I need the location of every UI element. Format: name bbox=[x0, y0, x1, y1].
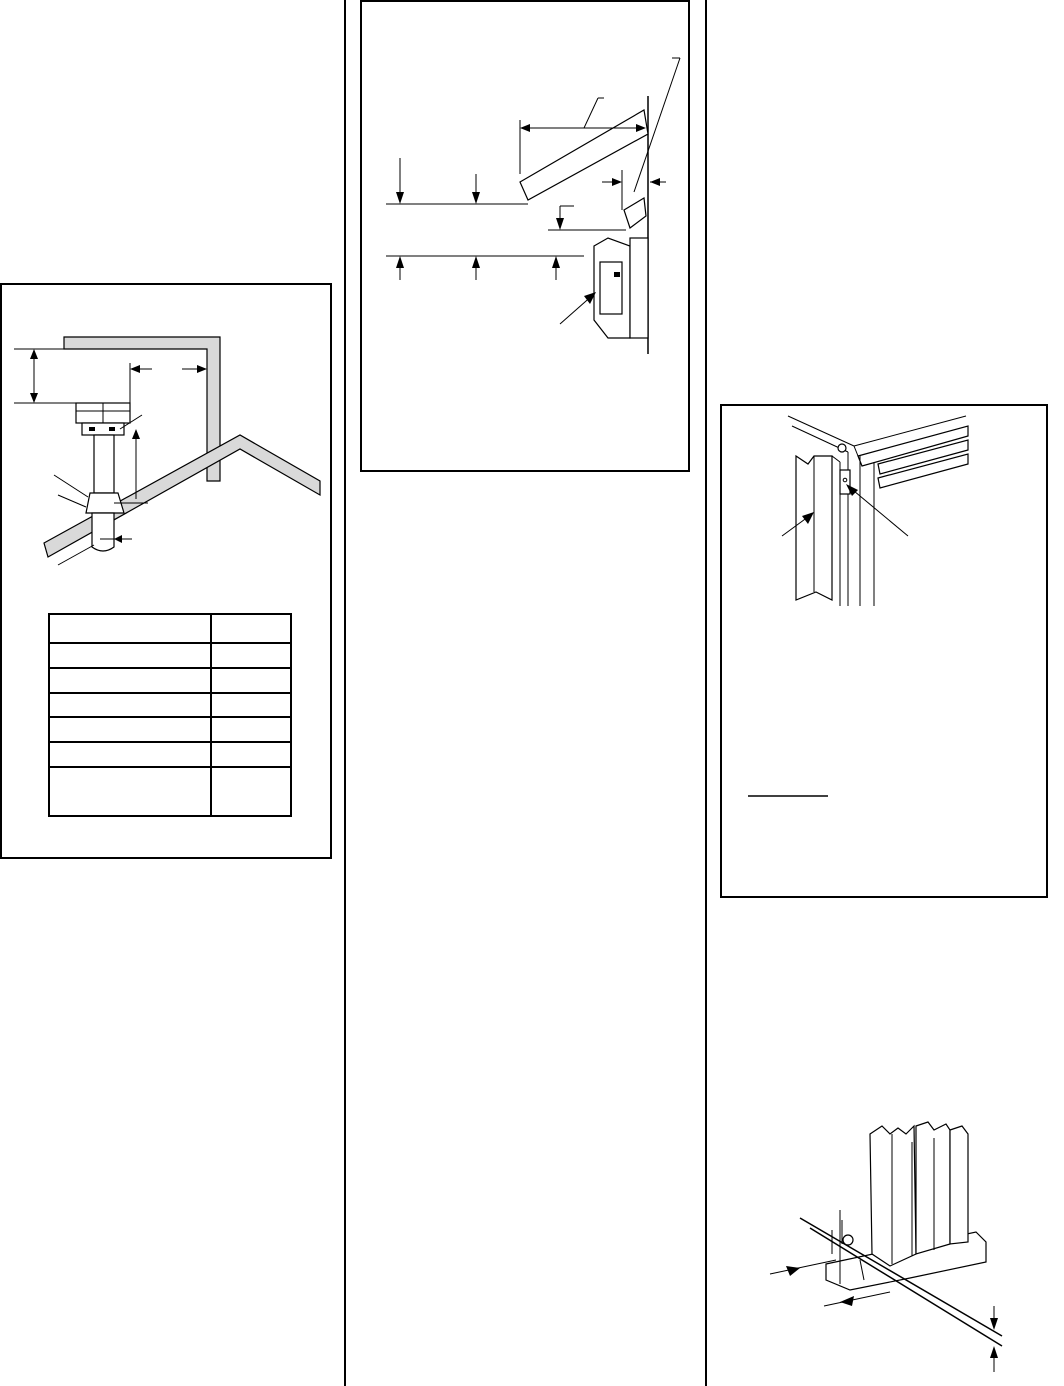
overhang-clearance-figure bbox=[360, 0, 690, 472]
clearance-table bbox=[48, 613, 292, 817]
table-row bbox=[49, 614, 291, 643]
table-cell bbox=[49, 614, 211, 643]
column-divider-left bbox=[344, 0, 346, 1386]
table-cell bbox=[211, 767, 291, 816]
table-cell bbox=[49, 668, 211, 693]
table-cell bbox=[49, 693, 211, 718]
firebox-corner-figure bbox=[720, 404, 1048, 898]
table-cell bbox=[211, 742, 291, 767]
log-set-burner-diagram bbox=[740, 1114, 1040, 1384]
table-row bbox=[49, 643, 291, 668]
table-cell bbox=[49, 742, 211, 767]
column-divider-right bbox=[705, 0, 707, 1386]
table-cell bbox=[49, 643, 211, 668]
table-cell bbox=[211, 668, 291, 693]
table-cell bbox=[49, 717, 211, 742]
table-row bbox=[49, 693, 291, 718]
table-cell bbox=[211, 693, 291, 718]
table-cell bbox=[211, 643, 291, 668]
table-row bbox=[49, 742, 291, 767]
table-cell bbox=[49, 767, 211, 816]
table-row bbox=[49, 767, 291, 816]
vent-termination-roof-diagram bbox=[2, 285, 334, 605]
firebox-corner-detail-diagram bbox=[722, 406, 1050, 900]
table-row bbox=[49, 668, 291, 693]
overhang-clearance-diagram bbox=[362, 2, 692, 474]
roof-clearance-figure bbox=[0, 283, 332, 859]
table-row bbox=[49, 717, 291, 742]
table-cell bbox=[211, 717, 291, 742]
table-cell bbox=[211, 614, 291, 643]
